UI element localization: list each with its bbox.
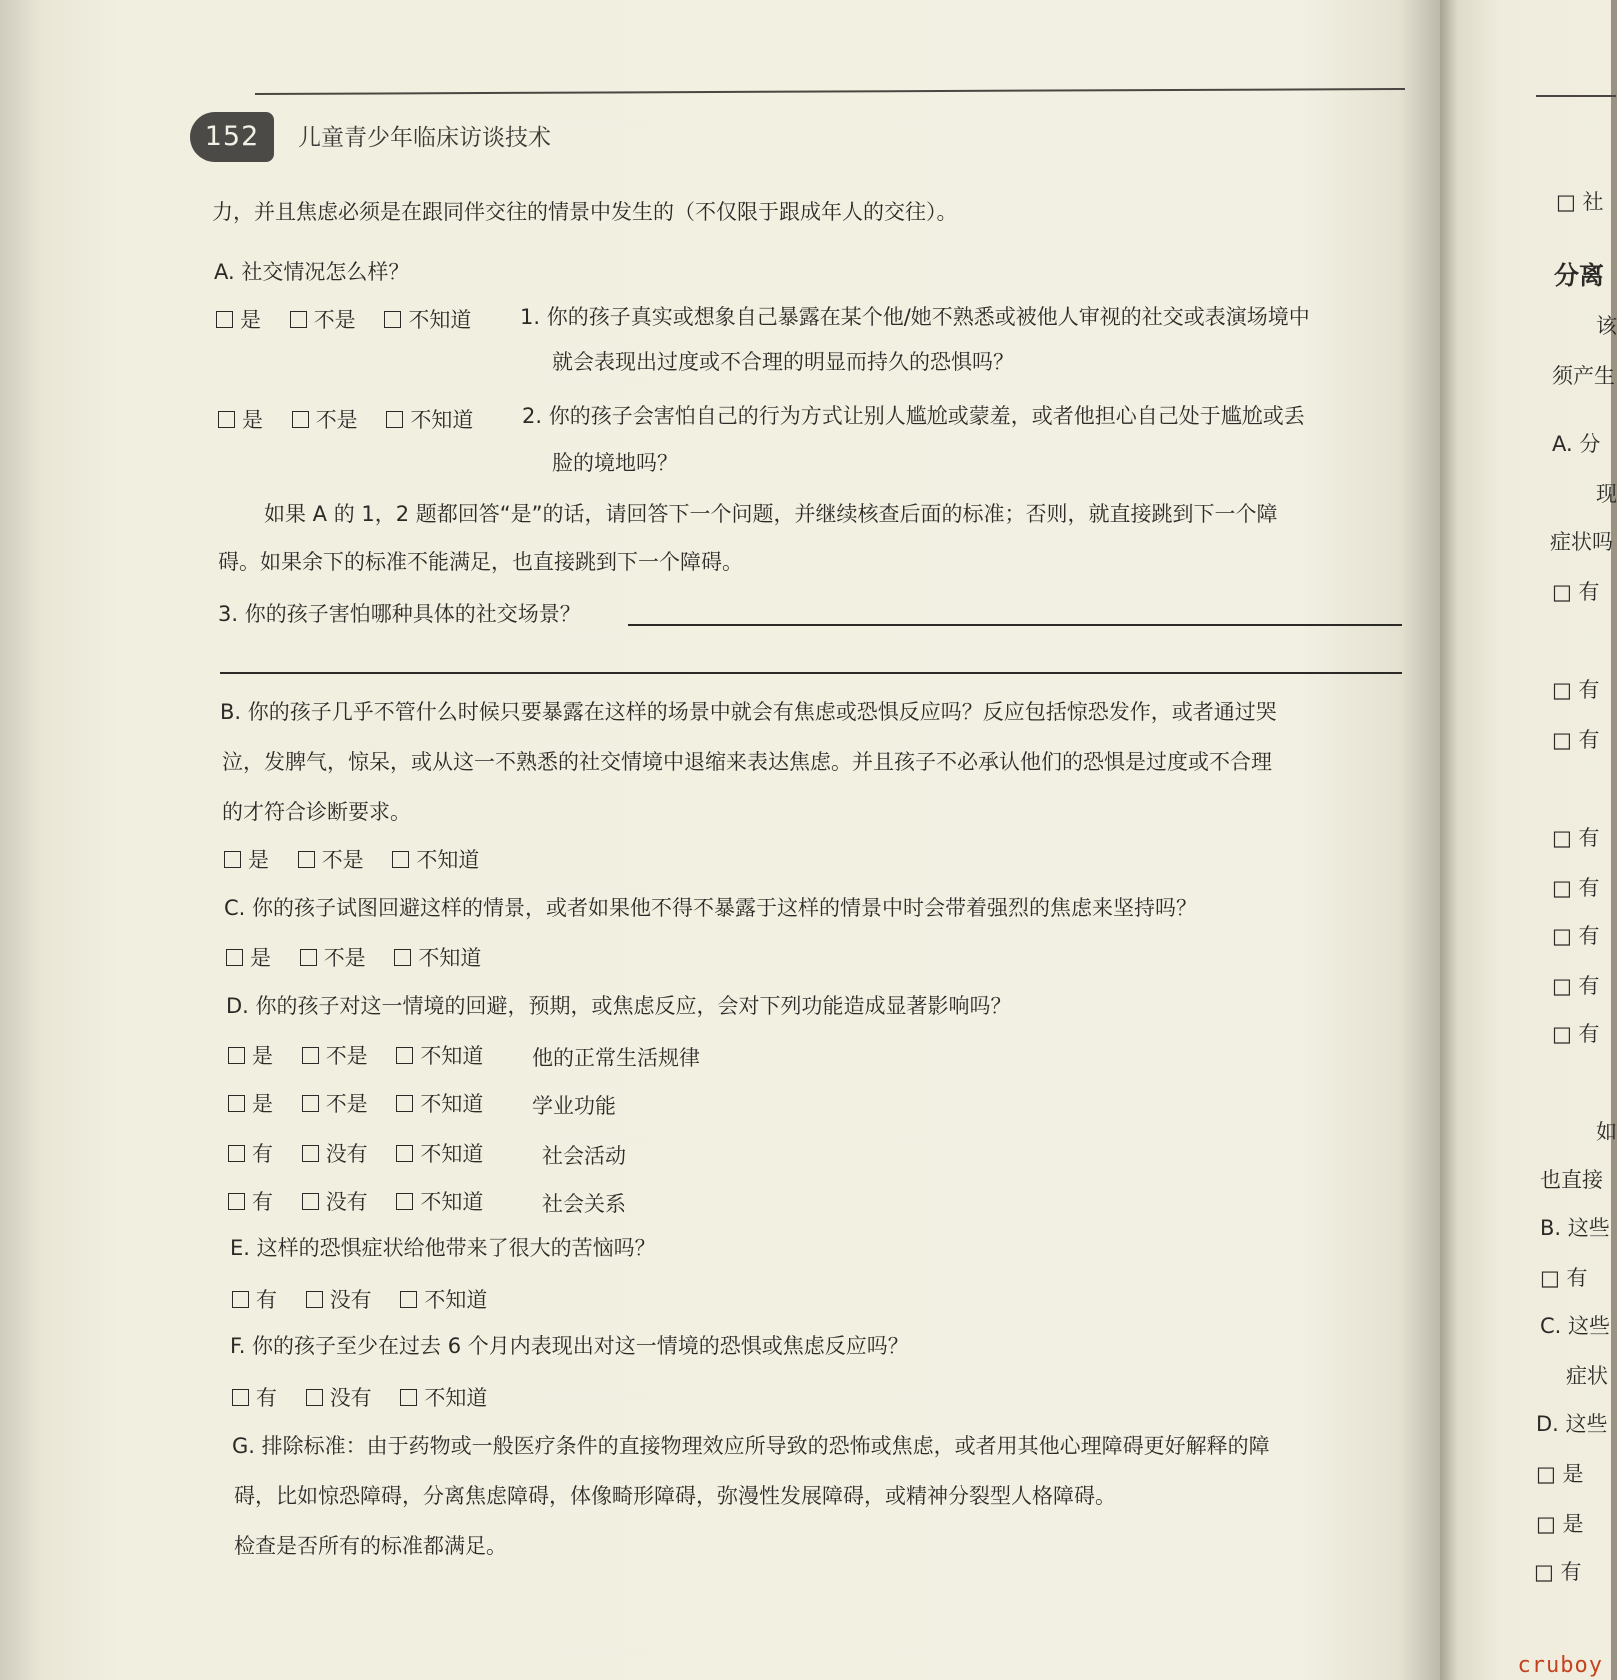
right-fragment: □ 有 xyxy=(1552,1022,1600,1046)
a2-question-line2: 脸的境地吗？ xyxy=(552,451,678,475)
a3-question: 3. 你的孩子害怕哪种具体的社交场景？ xyxy=(218,602,581,626)
right-page xyxy=(1440,0,1617,1680)
section-b-line1: B. 你的孩子几乎不管什么时候只要暴露在这样的场景中就会有焦虑或恐惧反应吗？反应包括惊恐发作，或者通过哭 xyxy=(220,700,1277,724)
d-row-1 xyxy=(228,1046,505,1067)
option[interactable]: 不知道 xyxy=(400,1388,487,1409)
checkbox[interactable] xyxy=(392,851,409,868)
answer-line[interactable] xyxy=(220,672,1402,674)
option[interactable]: 没有 xyxy=(306,1388,372,1409)
section-c-line1: C. 你的孩子试图回避这样的情景，或者如果他不得不暴露于这样的情景中时会带着强烈的焦虑来坚持吗？ xyxy=(224,896,1198,920)
option[interactable]: 不是 xyxy=(302,1046,368,1067)
option[interactable]: 有 xyxy=(228,1192,273,1213)
option[interactable]: 有 xyxy=(232,1388,277,1409)
option[interactable]: 不知道 xyxy=(396,1144,483,1165)
option[interactable]: 是 xyxy=(216,310,261,331)
option[interactable]: 有 xyxy=(228,1144,273,1165)
option[interactable]: 没有 xyxy=(302,1144,368,1165)
e-options xyxy=(232,1290,509,1311)
right-fragment: 症状吗 xyxy=(1550,530,1613,554)
checkbox[interactable] xyxy=(396,1145,413,1162)
header-rule xyxy=(1536,95,1616,97)
instruction-line2: 碍。如果余下的标准不能满足，也直接跳到下一个障碍。 xyxy=(218,550,743,574)
option[interactable]: 不是 xyxy=(290,310,356,331)
section-g-line2: 碍，比如惊恐障碍，分离焦虑障碍，体像畸形障碍，弥漫性发展障碍，或精神分裂型人格障碍。 xyxy=(234,1484,1116,1508)
right-fragment: □ 有 xyxy=(1552,924,1600,948)
option[interactable]: 没有 xyxy=(306,1290,372,1311)
answer-line[interactable] xyxy=(628,624,1402,626)
right-fragment: 分离 xyxy=(1554,261,1605,290)
section-b-line3: 的才符合诊断要求。 xyxy=(222,800,411,824)
running-title: 儿童青少年临床访谈技术 xyxy=(298,125,551,151)
option[interactable]: 是 xyxy=(228,1046,273,1067)
right-fragment: □ 社 xyxy=(1556,190,1604,214)
checkbox[interactable] xyxy=(218,411,235,428)
option[interactable]: 不是 xyxy=(298,850,364,871)
right-fragment: 症状 xyxy=(1566,1364,1608,1388)
section-g-line1: G. 排除标准：由于药物或一般医疗条件的直接物理效应所导致的恐怖或焦虑，或者用其他心理障碍更好解释的障 xyxy=(232,1434,1270,1458)
instruction-line1: 如果 A 的 1，2 题都回答“是”的话，请回答下一个问题，并继续核查后面的标准；否则，就直接跳到下一个障 xyxy=(264,502,1278,526)
watermark: cruboy xyxy=(1517,1653,1603,1678)
section-b-line2: 泣，发脾气，惊呆，或从这一不熟悉的社交情境中退缩来表达焦虑。并且孩子不必承认他们的恐惧是过度或不合理 xyxy=(222,750,1272,774)
checkbox[interactable] xyxy=(300,949,317,966)
checkbox[interactable] xyxy=(384,311,401,328)
right-fragment: B. 这些 xyxy=(1540,1216,1610,1240)
option[interactable]: 是 xyxy=(224,850,269,871)
right-fragment: □ 有 xyxy=(1552,678,1600,702)
option[interactable]: 不知道 xyxy=(386,410,473,431)
right-fragment: □ 有 xyxy=(1552,728,1600,752)
checkbox[interactable] xyxy=(232,1389,249,1406)
b-options xyxy=(224,850,501,871)
checkbox[interactable] xyxy=(302,1095,319,1112)
checkbox[interactable] xyxy=(298,851,315,868)
page-number: 152 xyxy=(190,112,274,162)
section-f-line1: F. 你的孩子至少在过去 6 个月内表现出对这一情境的恐惧或焦虑反应吗？ xyxy=(230,1334,909,1358)
checkbox[interactable] xyxy=(306,1389,323,1406)
option[interactable]: 是 xyxy=(228,1094,273,1115)
a2-options xyxy=(218,410,495,431)
right-fragment: □ 是 xyxy=(1536,1512,1584,1536)
option[interactable]: 不知道 xyxy=(396,1192,483,1213)
checkbox[interactable] xyxy=(306,1291,323,1308)
right-fragment: 也直接 xyxy=(1540,1168,1603,1192)
right-fragment: 该 xyxy=(1596,314,1617,338)
checkbox[interactable] xyxy=(232,1291,249,1308)
checkbox[interactable] xyxy=(386,411,403,428)
option[interactable]: 不知道 xyxy=(394,948,481,969)
d-row-2 xyxy=(228,1094,505,1115)
checkbox[interactable] xyxy=(228,1145,245,1162)
option[interactable]: 是 xyxy=(226,948,271,969)
section-e-line1: E. 这样的恐惧症状给他带来了很大的苦恼吗？ xyxy=(230,1236,656,1260)
option[interactable]: 不是 xyxy=(292,410,358,431)
right-fragment: 须产生 xyxy=(1552,364,1615,388)
d-row-4-label: 社会关系 xyxy=(542,1192,626,1216)
d-row-1-label: 他的正常生活规律 xyxy=(532,1046,700,1070)
checkbox[interactable] xyxy=(396,1095,413,1112)
a2-question-line1: 2. 你的孩子会害怕自己的行为方式让别人尴尬或蒙羞，或者他担心自己处于尴尬或丢 xyxy=(522,404,1305,428)
right-fragment: □ 有 xyxy=(1552,580,1600,604)
checkbox[interactable] xyxy=(228,1095,245,1112)
option[interactable]: 不是 xyxy=(300,948,366,969)
checkbox[interactable] xyxy=(396,1193,413,1210)
checkbox[interactable] xyxy=(302,1145,319,1162)
checkbox[interactable] xyxy=(228,1047,245,1064)
option[interactable]: 不知道 xyxy=(400,1290,487,1311)
checkbox[interactable] xyxy=(394,949,411,966)
right-fragment: □ 有 xyxy=(1552,826,1600,850)
option[interactable]: 没有 xyxy=(302,1192,368,1213)
d-row-3-label: 社会活动 xyxy=(542,1144,626,1168)
a1-options xyxy=(216,310,493,331)
header-rule xyxy=(255,88,1405,95)
c-options xyxy=(226,948,503,969)
checkbox[interactable] xyxy=(228,1193,245,1210)
right-fragment: C. 这些 xyxy=(1540,1314,1611,1338)
a1-question-line1: 1. 你的孩子真实或想象自己暴露在某个他/她不熟悉或被他人审视的社交或表演场境中 xyxy=(520,305,1310,329)
option[interactable]: 有 xyxy=(232,1290,277,1311)
checkbox[interactable] xyxy=(290,311,307,328)
checkbox[interactable] xyxy=(216,311,233,328)
right-fragment: 现 xyxy=(1596,482,1617,506)
option[interactable]: 不知道 xyxy=(384,310,471,331)
right-fragment: D. 这些 xyxy=(1536,1412,1608,1436)
d-row-3 xyxy=(228,1144,505,1165)
f-options xyxy=(232,1388,509,1409)
right-fragment: □ 有 xyxy=(1552,876,1600,900)
section-d-line1: D. 你的孩子对这一情境的回避，预期，或焦虑反应，会对下列功能造成显著影响吗？ xyxy=(226,994,1012,1018)
right-fragment: □ 有 xyxy=(1534,1560,1582,1584)
checkbox[interactable] xyxy=(396,1047,413,1064)
option[interactable]: 不知道 xyxy=(396,1094,483,1115)
section-a-heading: A. 社交情况怎么样？ xyxy=(214,260,410,284)
right-fragment: A. 分 xyxy=(1552,432,1601,456)
right-fragment: □ 有 xyxy=(1552,974,1600,998)
checkbox[interactable] xyxy=(400,1389,417,1406)
right-fragment: 如 xyxy=(1596,1120,1617,1144)
option[interactable]: 不知道 xyxy=(396,1046,483,1067)
checkbox[interactable] xyxy=(302,1193,319,1210)
checkbox[interactable] xyxy=(226,949,243,966)
intro-line: 力，并且焦虑必须是在跟同伴交往的情景中发生的（不仅限于跟成年人的交往）。 xyxy=(212,200,958,224)
option[interactable]: 不是 xyxy=(302,1094,368,1115)
d-row-2-label: 学业功能 xyxy=(532,1094,616,1118)
option[interactable]: 是 xyxy=(218,410,263,431)
option[interactable]: 不知道 xyxy=(392,850,479,871)
d-row-4 xyxy=(228,1192,505,1213)
right-fragment: □ 有 xyxy=(1540,1266,1588,1290)
checkbox[interactable] xyxy=(224,851,241,868)
a1-question-line2: 就会表现出过度或不合理的明显而持久的恐惧吗？ xyxy=(552,350,1014,374)
checkbox[interactable] xyxy=(400,1291,417,1308)
section-g-line3: 检查是否所有的标准都满足。 xyxy=(234,1534,507,1558)
checkbox[interactable] xyxy=(292,411,309,428)
checkbox[interactable] xyxy=(302,1047,319,1064)
right-fragment: □ 是 xyxy=(1536,1462,1584,1486)
